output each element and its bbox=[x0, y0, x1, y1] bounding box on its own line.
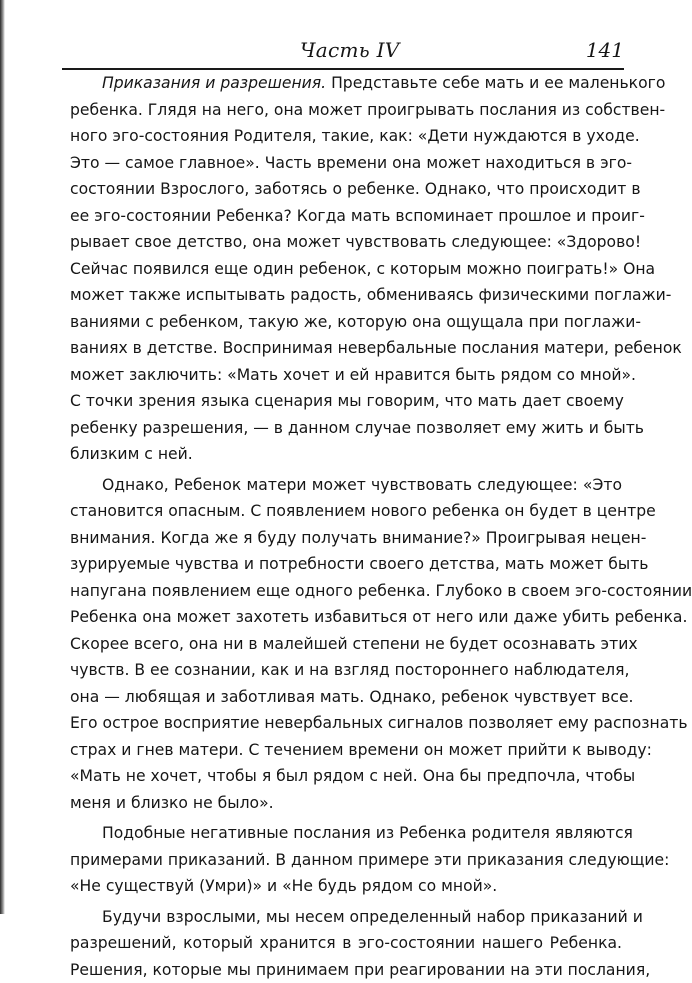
text-line: зурируемые чувства и потребности своего детства, мать может быть bbox=[70, 551, 622, 578]
page-number: 141 bbox=[586, 38, 624, 62]
lead-in-heading: Приказания и разрешения. bbox=[102, 74, 326, 92]
text-line: ее эго-состоянии Ребенка? Когда мать вспоминает прошлое и проиг- bbox=[70, 203, 622, 230]
paragraph-1 bbox=[70, 70, 622, 468]
body-text bbox=[70, 70, 622, 983]
text-line: Ребенка она может захотеть избавиться от него или даже убить ребенка. bbox=[70, 604, 622, 631]
section-title: Часть IV bbox=[300, 38, 400, 62]
paragraph-2 bbox=[70, 472, 622, 817]
running-header bbox=[62, 38, 624, 68]
paragraph-4 bbox=[70, 904, 622, 983]
text-line: Его острое восприятие невербальных сигналов позволяет ему распознать bbox=[70, 710, 622, 737]
text-line: может заключить: «Мать хочет и ей нравится быть рядом со мной». bbox=[70, 362, 622, 389]
text-line: разрешений, который хранится в эго-состоянии нашего Ребенка. bbox=[70, 930, 622, 957]
text-line: ребенку разрешения, — в данном случае позволяет ему жить и быть bbox=[70, 415, 622, 442]
text-line: рывает свое детство, она может чувствовать следующее: «Здорово! bbox=[70, 229, 622, 256]
text-line: она — любящая и заботливая мать. Однако, ребенок чувствует все. bbox=[70, 684, 622, 711]
text-line: ного эго-состояния Родителя, такие, как: «Дети нуждаются в уходе. bbox=[70, 123, 622, 150]
text-line: становится опасным. С появлением нового ребенка он будет в центре bbox=[70, 498, 622, 525]
text-line: ваниями с ребенком, такую же, которую она ощущала при поглажи- bbox=[70, 309, 622, 336]
text-line: примерами приказаний. В данном примере эти приказания следующие: bbox=[70, 847, 622, 874]
text-line: внимания. Когда же я буду получать внимание?» Проигрывая нецен- bbox=[70, 525, 622, 552]
text-line: напугана появлением еще одного ребенка. Глубоко в своем эго-состоянии bbox=[70, 578, 622, 605]
text-line: близким с ней. bbox=[70, 441, 622, 468]
page-binding-edge bbox=[0, 0, 5, 914]
text-line: Это — самое главное». Часть времени она может находиться в эго- bbox=[70, 150, 622, 177]
text-line: ваниях в детстве. Воспринимая невербальные послания матери, ребенок bbox=[70, 335, 622, 362]
text-line: Однако, Ребенок матери может чувствовать следующее: «Это bbox=[70, 472, 622, 499]
text-line: «Не существуй (Умри)» и «Не будь рядом со мной». bbox=[70, 873, 622, 900]
paragraph-3 bbox=[70, 820, 622, 900]
text-line: Решения, которые мы принимаем при реагировании на эти послания, bbox=[70, 957, 622, 983]
text-line: Сейчас появился еще один ребенок, с которым можно поиграть!» Она bbox=[70, 256, 622, 283]
text-line: страх и гнев матери. С течением времени он может прийти к выводу: bbox=[70, 737, 622, 764]
text-line: состоянии Взрослого, заботясь о ребенке. Однако, что происходит в bbox=[70, 176, 622, 203]
text-line: «Мать не хочет, чтобы я был рядом с ней. Она бы предпочла, чтобы bbox=[70, 763, 622, 790]
text-line: Приказания и разрешения. Представьте себе мать и ее маленького bbox=[70, 70, 622, 97]
text-line: Скорее всего, она ни в малейшей степени не будет осознавать этих bbox=[70, 631, 622, 658]
text-line: меня и близко не было». bbox=[70, 790, 622, 817]
text-line: С точки зрения языка сценария мы говорим, что мать дает своему bbox=[70, 388, 622, 415]
text-line: Будучи взрослыми, мы несем определенный набор приказаний и bbox=[70, 904, 622, 931]
text-line: может также испытывать радость, обмениваясь физическими поглажи- bbox=[70, 282, 622, 309]
text-line: Подобные негативные послания из Ребенка родителя являются bbox=[70, 820, 622, 847]
text-line: ребенка. Глядя на него, она может проигрывать послания из собствен- bbox=[70, 97, 622, 124]
text-line: чувств. В ее сознании, как и на взгляд постороннего наблюдателя, bbox=[70, 657, 622, 684]
